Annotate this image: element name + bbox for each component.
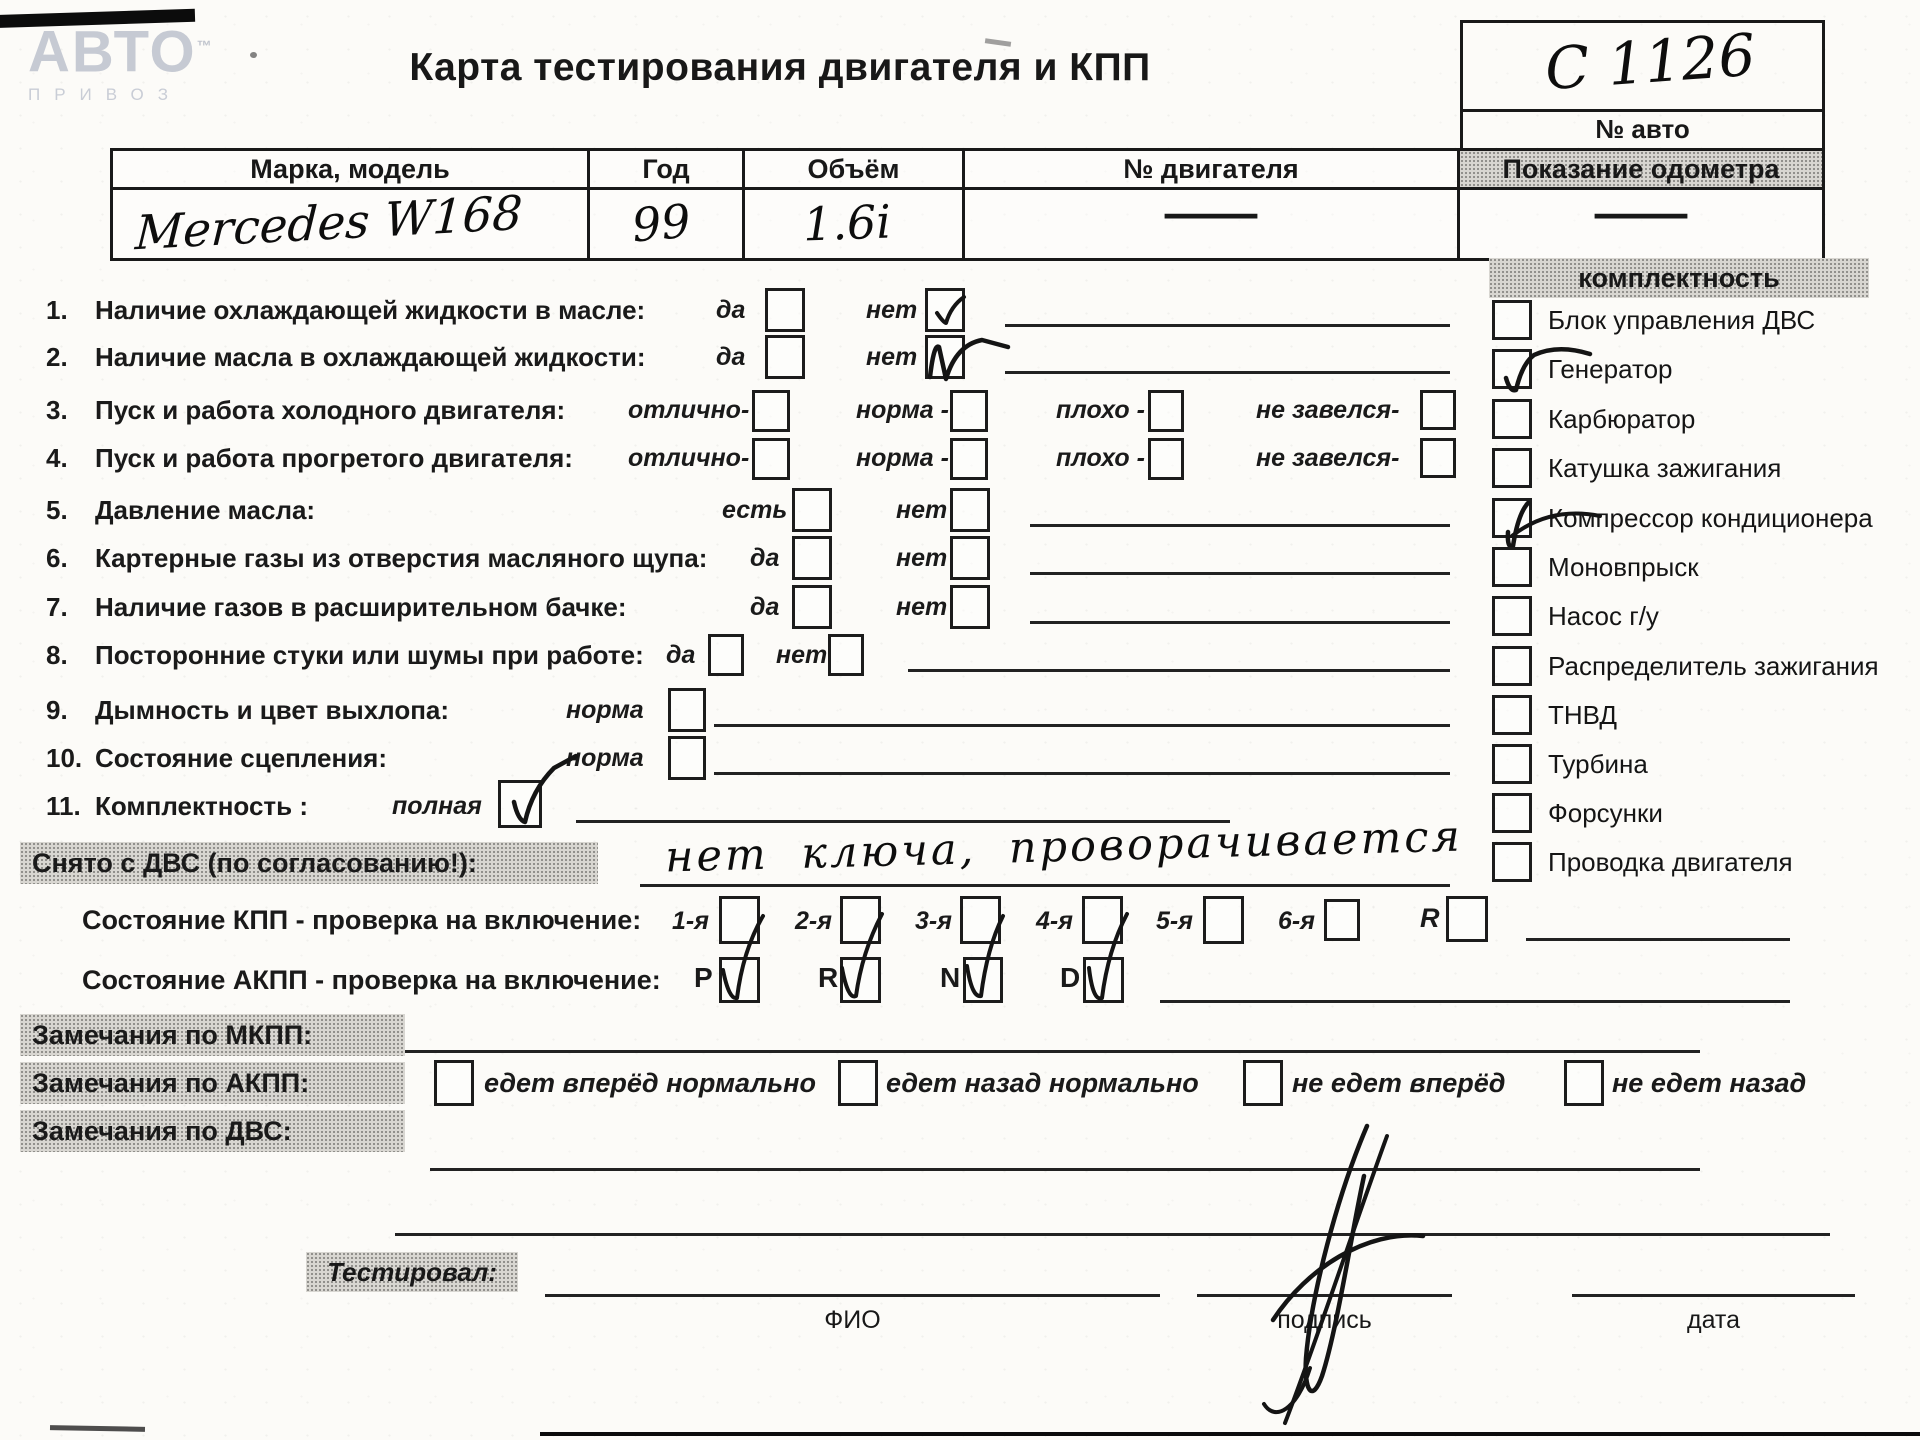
- item-number: 7.: [46, 592, 68, 622]
- item-label: Картерные газы из отверстия масляного щупа:: [95, 543, 708, 573]
- gear-label-6: 6-я: [1278, 907, 1315, 935]
- item-number: 6.: [46, 543, 68, 573]
- equipment-item-label: Форсунки: [1548, 798, 1663, 828]
- item-label: Наличие газов в расширительном бачке:: [95, 592, 627, 622]
- checkbox-item6-net[interactable]: [950, 536, 990, 580]
- checkbox-item4-ne-zavelsya[interactable]: [1420, 438, 1456, 478]
- checkbox-item5-net[interactable]: [950, 488, 990, 532]
- cell-year[interactable]: [590, 190, 745, 258]
- checkbox-akpp-no-forward[interactable]: [1243, 1060, 1283, 1106]
- blank-line[interactable]: [714, 724, 1450, 727]
- removed-from-engine-label-bar: [20, 842, 598, 884]
- date-line[interactable]: [1572, 1294, 1855, 1297]
- volume-value: 1.6i: [802, 194, 892, 252]
- blank-line[interactable]: [1005, 371, 1450, 374]
- checkmark-icon: [922, 331, 1034, 389]
- cell-odometer[interactable]: [1460, 190, 1822, 258]
- akpp-label: Состояние АКПП - проверка на включение:: [82, 965, 661, 995]
- akpp-position-p: P: [694, 962, 713, 993]
- removed-from-engine-label: Снято с ДВС (по согласованию!):: [32, 848, 477, 878]
- equipment-item-label: Блок управления ДВС: [1548, 305, 1816, 335]
- gear-label-5: 5-я: [1156, 907, 1193, 935]
- blank-line[interactable]: [395, 1233, 1830, 1236]
- option-label-otlichno: отлично-: [628, 444, 750, 472]
- item-label: Дымность и цвет выхлопа:: [95, 695, 450, 725]
- equipment-item-label: Генератор: [1548, 354, 1673, 384]
- blank-line[interactable]: [1005, 324, 1450, 327]
- checkbox-item9-norma[interactable]: [668, 688, 706, 732]
- checkmark-icon: [502, 754, 584, 832]
- option-label-polnaya: полная: [392, 792, 482, 820]
- option-label-ne-zavelsya: не завелся-: [1256, 444, 1400, 472]
- item-number: 5.: [46, 495, 68, 525]
- vehicle-info-table: [110, 148, 1825, 261]
- equipment-item-label: ТНВД: [1548, 700, 1618, 730]
- item-number: 9.: [46, 695, 68, 725]
- blank-line[interactable]: [1030, 621, 1450, 624]
- blank-line[interactable]: [430, 1168, 1700, 1171]
- checkmark-icon: [1077, 908, 1141, 1008]
- cell-volume[interactable]: [745, 190, 965, 258]
- akpp-option-label: едет назад нормально: [886, 1068, 1199, 1098]
- option-label-ploho: плохо -: [1056, 444, 1145, 472]
- checkbox-akpp-no-backward[interactable]: [1564, 1060, 1604, 1106]
- remarks-dvs-bar: [20, 1110, 405, 1152]
- col-header-year: Год: [590, 151, 745, 187]
- item-label: Наличие охлаждающей жидкости в масле:: [95, 295, 646, 325]
- option-label-norma: норма -: [856, 396, 949, 424]
- checkbox-item8-net[interactable]: [828, 634, 864, 676]
- checkbox-item10-norma[interactable]: [668, 736, 706, 780]
- equipment-item-label: Проводка двигателя: [1548, 847, 1793, 877]
- checkmark-icon: [928, 290, 970, 332]
- remarks-akpp-label: Замечания по АКПП:: [32, 1068, 310, 1098]
- checkbox-equipment-ignition-distributor[interactable]: [1492, 646, 1532, 686]
- option-label-net: нет: [866, 343, 918, 371]
- akpp-position-n: N: [940, 962, 961, 993]
- item-number: 8.: [46, 640, 68, 670]
- tested-by-bar: [306, 1252, 518, 1292]
- equipment-item-label: Карбюратор: [1548, 404, 1696, 434]
- blank-line[interactable]: [640, 884, 1450, 887]
- checkbox-item3-ne-zavelsya[interactable]: [1420, 390, 1456, 430]
- checkbox-equipment-power-steering-pump[interactable]: [1492, 596, 1532, 636]
- page-title: Карта тестирования двигателя и КПП: [409, 46, 1151, 89]
- equipment-item-label: Моновпрыск: [1548, 552, 1699, 582]
- blank-line[interactable]: [1030, 524, 1450, 527]
- blank-line[interactable]: [1526, 938, 1790, 941]
- col-header-volume: Объём: [745, 151, 965, 187]
- option-label-est: есть: [722, 496, 788, 524]
- checkbox-kpp-6[interactable]: [1324, 899, 1360, 941]
- gear-label-3: 3-я: [915, 907, 952, 935]
- checkbox-kpp-r[interactable]: [1446, 896, 1488, 942]
- gear-label-r: R: [1420, 903, 1440, 933]
- checkbox-item4-ploho[interactable]: [1148, 438, 1184, 480]
- option-label-net: нет: [896, 593, 948, 621]
- option-label-norma: норма -: [856, 444, 949, 472]
- option-label-da: да: [750, 544, 780, 572]
- checkbox-item8-da[interactable]: [708, 634, 744, 676]
- option-label-norma: норма: [566, 696, 644, 724]
- checkbox-akpp-backward-ok[interactable]: [838, 1060, 878, 1106]
- checkbox-item7-da[interactable]: [792, 585, 832, 629]
- option-label-norma: норма: [566, 744, 644, 772]
- checkbox-equipment-ignition-coil[interactable]: [1492, 448, 1532, 488]
- item-number: 2.: [46, 342, 68, 372]
- checkbox-item6-da[interactable]: [792, 536, 832, 580]
- item-number: 4.: [46, 443, 68, 473]
- checkmark-icon: [713, 908, 777, 1008]
- checkbox-item7-net[interactable]: [950, 585, 990, 629]
- option-label-da: да: [666, 641, 696, 669]
- checkbox-equipment-turbine[interactable]: [1492, 744, 1532, 784]
- kpp-label: Состояние КПП - проверка на включение:: [82, 905, 642, 935]
- item-label: Состояние сцепления:: [95, 743, 388, 773]
- cell-brand[interactable]: [113, 185, 590, 262]
- option-label-otlichno: отлично-: [628, 396, 750, 424]
- year-value: 99: [629, 193, 693, 253]
- option-label-net: нет: [896, 496, 948, 524]
- checkbox-item2-da[interactable]: [765, 335, 805, 379]
- item-number: 10.: [46, 743, 83, 773]
- item-number: 3.: [46, 395, 68, 425]
- remarks-mkpp-bar: [20, 1014, 405, 1056]
- item-label: Комплектность :: [95, 791, 309, 821]
- scan-speck: [50, 1425, 145, 1432]
- item-label: Посторонние стуки или шумы при работе:: [95, 640, 644, 670]
- col-header-brand: Марка, модель: [113, 151, 590, 187]
- tm-icon: ™: [196, 38, 214, 55]
- akpp-option-label: едет вперёд нормально: [484, 1068, 816, 1098]
- logo-title: АВТО: [28, 19, 197, 85]
- blank-line[interactable]: [1160, 1000, 1790, 1003]
- option-label-da: да: [750, 593, 780, 621]
- handwritten-note: нет ключа, проворачивается: [664, 811, 1464, 883]
- option-label-da: да: [716, 296, 746, 324]
- car-number-label: № авто: [1460, 112, 1825, 148]
- equipment-item-label: Компрессор кондиционера: [1548, 503, 1873, 533]
- col-header-engine-no: № двигателя: [965, 151, 1460, 187]
- signature-label: подпись: [1277, 1306, 1372, 1334]
- signature: [1215, 1118, 1465, 1433]
- item-label: Давление масла:: [95, 495, 316, 525]
- item-label: Пуск и работа холодного двигателя:: [95, 395, 566, 425]
- logo-subtitle: ПРИВОЗ: [28, 85, 183, 105]
- date-label: дата: [1686, 1306, 1740, 1334]
- option-label-net: нет: [776, 641, 828, 669]
- item-label: Пуск и работа прогретого двигателя:: [95, 443, 573, 473]
- option-label-net: нет: [896, 544, 948, 572]
- avtoprivoz-logo: [28, 18, 214, 105]
- remarks-dvs-label: Замечания по ДВС:: [32, 1116, 292, 1146]
- gear-label-2: 2-я: [795, 907, 832, 935]
- checkmark-icon: [834, 908, 898, 1008]
- equipment-item-label: Насос г/у: [1548, 601, 1659, 631]
- checkbox-equipment-engine-wiring[interactable]: [1492, 842, 1532, 882]
- blank-line[interactable]: [1030, 572, 1450, 575]
- cell-engine-no[interactable]: [965, 190, 1460, 258]
- checkbox-item1-da[interactable]: [765, 288, 805, 332]
- gear-label-4: 4-я: [1036, 907, 1073, 935]
- option-label-ploho: плохо -: [1056, 396, 1145, 424]
- item-label: Наличие масла в охлаждающей жидкости:: [95, 342, 646, 372]
- checkbox-equipment-ecu[interactable]: [1492, 300, 1532, 340]
- engine-no-value: —: [1159, 190, 1263, 237]
- remarks-akpp-bar: [20, 1062, 405, 1104]
- checkbox-equipment-tnvd[interactable]: [1492, 695, 1532, 735]
- fio-label: ФИО: [824, 1306, 881, 1334]
- tested-by-label: Тестировал:: [327, 1257, 497, 1287]
- option-label-ne-zavelsya: не завелся-: [1256, 396, 1400, 424]
- scan-speck: [250, 52, 257, 58]
- fio-line[interactable]: [545, 1294, 1160, 1297]
- gear-label-1: 1-я: [672, 907, 709, 935]
- col-header-odometer: Показание одометра: [1460, 151, 1822, 187]
- akpp-position-d: D: [1060, 962, 1081, 993]
- item-number: 1.: [46, 295, 68, 325]
- equipment-item-label: Турбина: [1548, 749, 1648, 779]
- equipment-item-label: Катушка зажигания: [1548, 453, 1782, 483]
- brand-value: Mercedes W168: [133, 185, 524, 262]
- blank-line[interactable]: [908, 669, 1450, 672]
- car-number-value: C 1126: [1542, 20, 1758, 104]
- blank-line[interactable]: [714, 772, 1450, 775]
- option-label-da: да: [716, 343, 746, 371]
- checkbox-equipment-injectors[interactable]: [1492, 793, 1532, 833]
- blank-line[interactable]: [405, 1050, 1700, 1053]
- checkbox-item3-otlichno[interactable]: [752, 390, 790, 432]
- akpp-position-r: R: [818, 962, 839, 993]
- checkbox-kpp-5[interactable]: [1203, 896, 1244, 944]
- checkbox-akpp-forward-ok[interactable]: [434, 1060, 474, 1106]
- remarks-mkpp-label: Замечания по МКПП:: [32, 1020, 313, 1050]
- equipment-item-label: Распределитель зажигания: [1548, 651, 1879, 681]
- equipment-header: комплектность: [1489, 258, 1869, 298]
- checkbox-item5-est[interactable]: [792, 488, 832, 532]
- akpp-option-label: не едет назад: [1612, 1068, 1807, 1098]
- checkmark-icon: [957, 908, 1021, 1008]
- odometer-value: —: [1589, 190, 1693, 237]
- option-label-net: нет: [866, 296, 918, 324]
- checkbox-item4-norma[interactable]: [950, 438, 988, 480]
- checkbox-item3-norma[interactable]: [950, 390, 988, 432]
- item-number: 11.: [46, 791, 81, 821]
- checkbox-equipment-mono-injection[interactable]: [1492, 547, 1532, 587]
- akpp-option-label: не едет вперёд: [1292, 1068, 1506, 1098]
- checkbox-item3-ploho[interactable]: [1148, 390, 1184, 432]
- checkbox-equipment-carburetor[interactable]: [1492, 399, 1532, 439]
- checkbox-item4-otlichno[interactable]: [752, 438, 790, 480]
